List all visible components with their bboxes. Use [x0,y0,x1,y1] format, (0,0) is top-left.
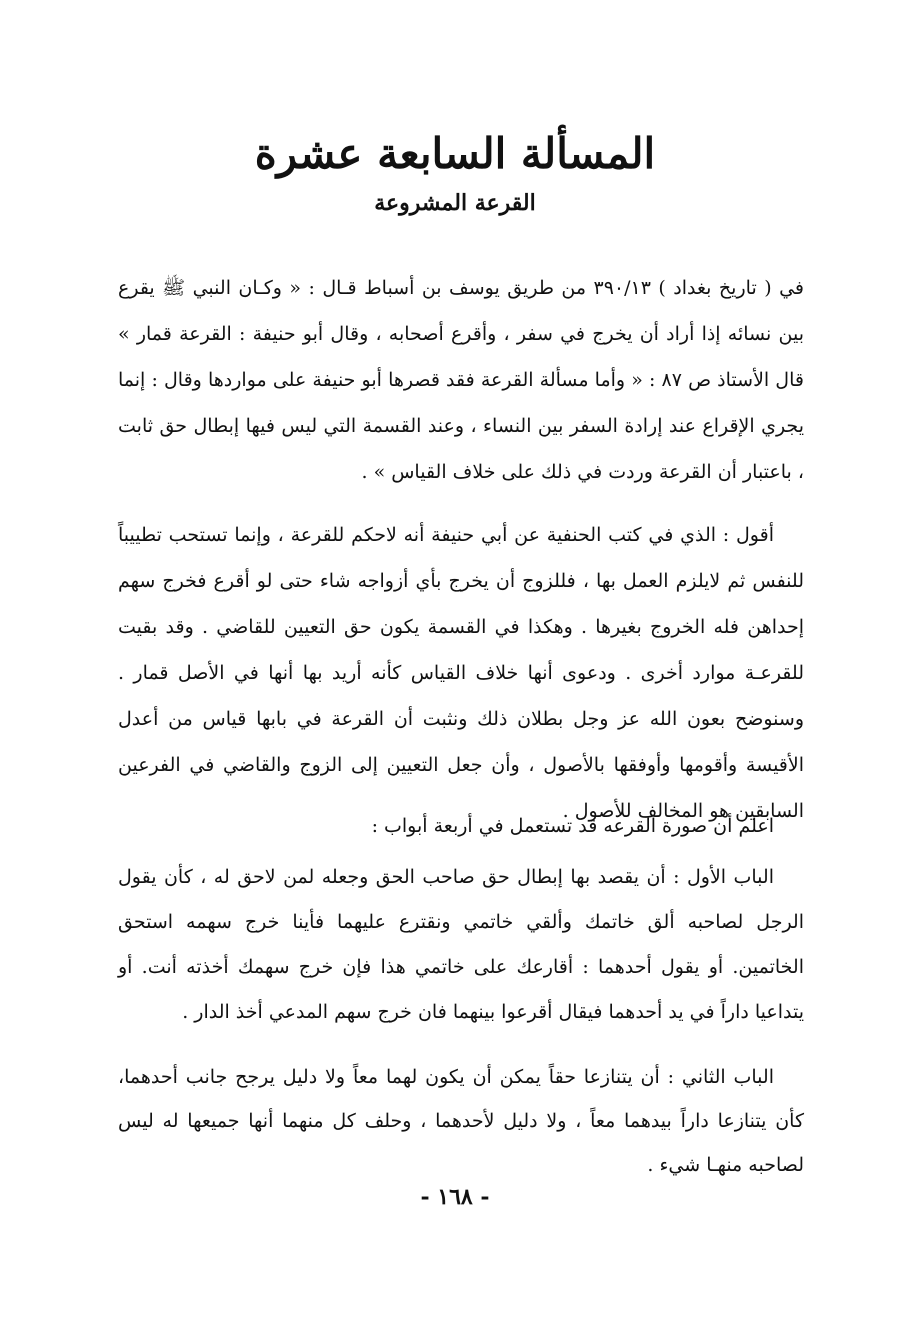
page-subtitle: القرعة المشروعة [374,190,536,217]
page-number: - ١٦٨ - [420,1184,490,1210]
page-title: المسألة السابعة عشرة [254,129,656,179]
paragraph-response: أقول : الذي في كتب الحنفية عن أبي حنيفة أنه لاحكم للقرعة ، وإنما تستحب تطييباً للنفس ثم لايلزم العمل بها ، فللزوج أن يخرج بأي أزواجه شاء حتى لو أقرع فخرج سهم إحداهن فله الخروج بغيرها . وهكذا في القسمة يكون حق التعيين للقاضي . وقد بقيت للقرعـة موارد أخرى . ودعوى أنها خلاف القياس كأنه أريد بها أنها في الأصل قمار . وسنوضح بعون الله عز وجل بطلان ذلك ونثبت أن القرعة في بابها قياس من أعدل الأقيسة وأقومها وأوفقها بالأصول ، وأن جعل التعيين إلى الزوج والقاضي في الفرعين السابقين هو المخالف للأصول . [118,524,804,822]
paragraph-four-chapters: اعلم أن صورة القرعه قد تستعمل في أربعة أبواب : [371,815,774,837]
paragraph-intro: في ( تاريخ بغداد ) ۳۹۰/۱۳ من طريق يوسف بن أسباط قـال : « وكـان النبي ﷺ يقرع بين نسائه إذا أراد أن يخرج في سفر ، وأقرع أصحابه ، وقال أبو حنيفة : القرعة قمار » قال الأستاذ ص ۸۷ : « وأما مسألة القرعة فقد قصرها أبو حنيفة على مواردها وقال : إنما يجري الإقراع عند إرادة السفر بين النساء ، وعند القسمة التي ليس فيها إبطال حق ثابت ، باعتبار أن القرعة وردت في ذلك على خلاف القياس » . [118,277,804,483]
paragraph-chapter-two: الباب الثاني : أن يتنازعا حقاً يمكن أن يكون لهما معاً ولا دليل يرجح جانب أحدهما، كأن يتنازعا داراً بيدهما معاً ، ولا دليل لأحدهما ، وحلف كل منهما أنها جميعها له ليس لصاحبه منهـا شيء . [118,1066,804,1176]
paragraph-chapter-one: الباب الأول : أن يقصد بها إبطال حق صاحب الحق وجعله لمن لاحق له ، كأن يقول الرجل لصاحبه ألق خاتمك وألقي خاتمي ونقترع عليهما فأينا خرج سهمه استحق الخاتمين. أو يقول أحدهما : أقارعك على خاتمي هذا فإن خرج سهمك أخذته أنت. أو يتداعيا داراً في يد أحدهما فيقال أقرعوا بينهما فان خرج سهم المدعي أخذ الدار . [118,866,804,1023]
